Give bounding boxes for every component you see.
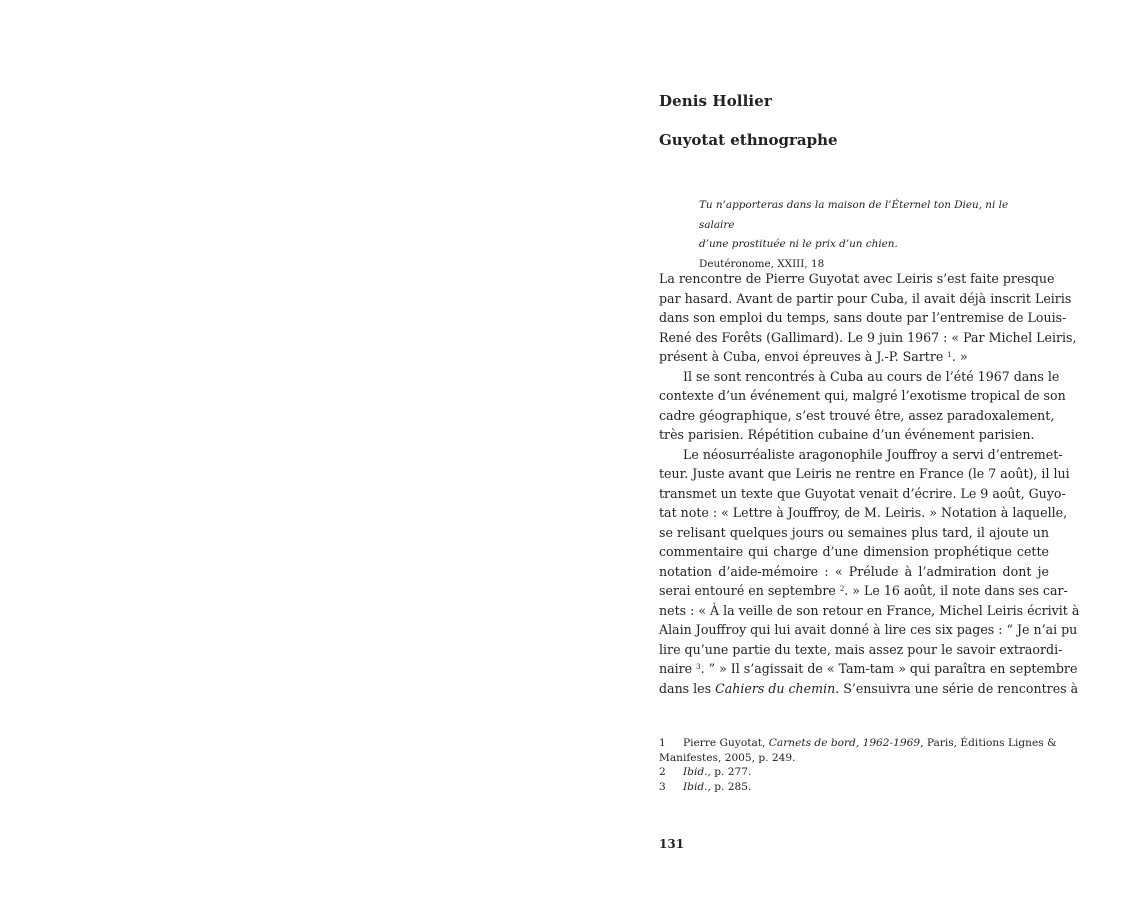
body-line: transmet un texte que Guyotat venait d’écrire. Le 9 août, Guyo-	[659, 485, 1066, 501]
body-line: notation d’aide-mémoire : « Prélude à l’admiration dont je	[659, 563, 1049, 579]
body-line: teur. Juste avant que Leiris ne rentre en France (le 7 août), il lui	[659, 466, 1070, 481]
footnote-2: 2 Ibid., p. 277.	[659, 766, 752, 779]
body-line: Il se sont rencontrés à Cuba au cours de l’été 1967 dans le	[683, 368, 1060, 384]
epigraph	[699, 196, 1029, 274]
body-line: Le néosurréaliste aragonophile Jouffroy a servi d’entremet-	[683, 446, 1063, 462]
footnote-ref[interactable]: 2	[839, 585, 845, 593]
footnotes	[659, 736, 1057, 794]
body-line: se relisant quelques jours ou semaines plus tard, il ajoute un	[659, 524, 1049, 540]
footnote-1: 1 Pierre Guyotat, Carnets de bord, 1962-1969, Paris, Éditions Lignes &	[659, 737, 1057, 749]
epigraph-source: Deutéronome, XXIII, 18	[699, 257, 825, 270]
body-line: La rencontre de Pierre Guyotat avec Leiris s’est faite presque	[659, 271, 1055, 286]
body-line: commentaire qui charge d’une dimension prophétique cette	[659, 544, 1049, 559]
body-line: présent à Cuba, envoi épreuves à J.-P. Sartre $^1$. »	[659, 349, 968, 364]
body-line: lire qu’une partie du texte, mais assez pour le savoir extraordi-	[659, 641, 1063, 657]
body-line: par hasard. Avant de partir pour Cuba, il avait déjà inscrit Leiris	[659, 290, 1072, 306]
epigraph-line: Tu n’apporteras dans la maison de l’Éternel ton Dieu, ni le salaire	[699, 199, 1009, 231]
body-line: Alain Jouffroy qui lui avait donné à lire ces six pages : “ Je n’ai pu	[659, 622, 1078, 637]
body-line: tat note : « Lettre à Jouffroy, de M. Leiris. » Notation à laquelle,	[659, 505, 1068, 520]
page-number: 131	[659, 837, 685, 851]
footnote-3: 3 Ibid., p. 285.	[659, 780, 752, 793]
footnote-1-cont: Manifestes, 2005, p. 249.	[659, 751, 796, 764]
body-line: cadre géographique, s’est trouvé être, assez paradoxalement,	[659, 407, 1055, 423]
body-line: naire $^3$. ” » Il s’agissait de « Tam-tam » qui paraîtra en septembre	[659, 661, 1078, 676]
body-text	[659, 269, 1080, 698]
footnote-ref[interactable]: 3	[696, 663, 701, 671]
body-line: contexte d’un événement qui, malgré l’exotisme tropical de son	[659, 388, 1066, 403]
footnote-ref[interactable]: 1	[947, 351, 952, 359]
body-line: dans son emploi du temps, sans doute par l’entremise de Louis-	[659, 310, 1067, 325]
body-line: dans les Cahiers du chemin. S’ensuivra une série de rencontres à	[659, 680, 1079, 696]
body-line: nets : « À la veille de son retour en France, Michel Leiris écrivit à	[659, 602, 1080, 618]
author-name: Denis Hollier	[659, 92, 772, 110]
body-line: René des Forêts (Gallimard). Le 9 juin 1967 : « Par Michel Leiris,	[659, 329, 1077, 345]
body-line: très parisien. Répétition cubaine d’un événement parisien.	[659, 427, 1035, 442]
body-line: serai entouré en septembre $^2$. » Le 16 août, il note dans ses car-	[659, 583, 1068, 598]
book-page	[659, 0, 1080, 905]
article-title: Guyotat ethnographe	[659, 131, 838, 149]
epigraph-line: d’une prostituée ni le prix d’un chien.	[699, 238, 898, 250]
